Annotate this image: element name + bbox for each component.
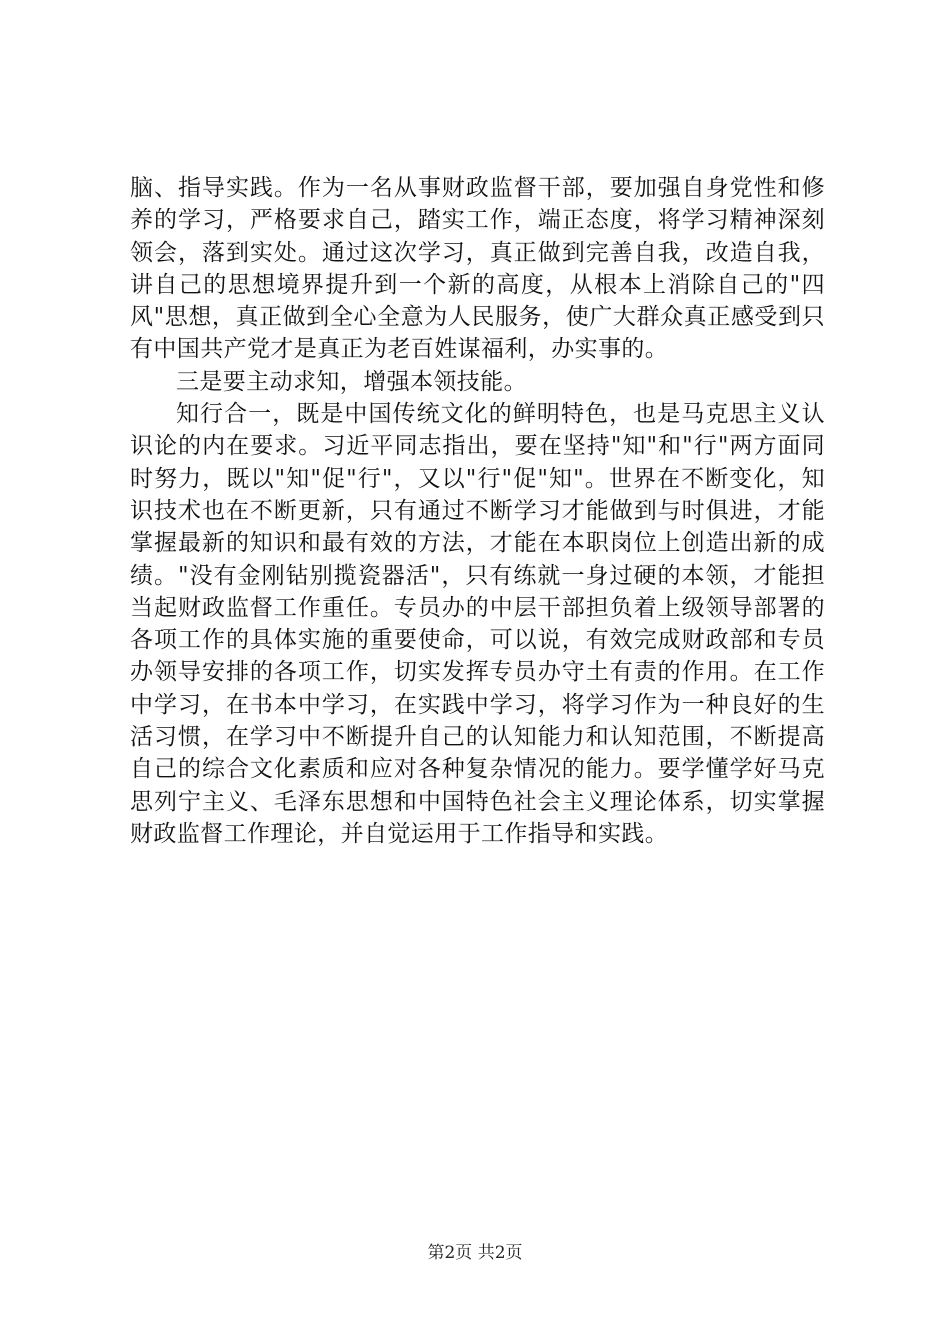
paragraph-continuation: 脑、指导实践。作为一名从事财政监督干部，要加强自身党性和修养的学习，严格要求自己，踏实工作，端正态度，将学习精神深刻领会，落到实处。通过这次学习，真正做到完善自我，改造自我，讲自己的思想境界提升到一个新的高度，从根本上消除自己的"四风"思想，真正做到全心全意为人民服务，使广大群众真正感受到只有中国共产党才是真正为老百姓谋福利，办实事的。 (130, 175, 825, 363)
page-footer: 第2页 共2页 (427, 1243, 523, 1263)
paragraph-body: 知行合一，既是中国传统文化的鲜明特色，也是马克思主义认识论的内在要求。习近平同志指出，要在坚持"知"和"行"两方面同时努力，既以"知"促"行"，又以"行"促"知"。世界在不断变化，知识技术也在不断更新，只有通过不断学习才能做到与时俱进，才能掌握最新的知识和最有效的方法，才能在本职岗位上创造出新的成绩。"没有金刚钻别揽瓷器活"，只有练就一身过硬的本领，才能担当起财政监督工作重任。专员办的中层干部担负着上级领导部署的各项工作的具体实施的重要使命，可以说，有效完成财政部和专员办领导安排的各项工作，切实发挥专员办守土有责的作用。在工作中学习，在书本中学习，在实践中学习，将学习作为一种良好的生活习惯，在学习中不断提升自己的认知能力和认知范围，不断提高自己的综合文化素质和应对各种复杂情况的能力。要学懂学好马克思列宁主义、毛泽东思想和中国特色社会主义理论体系，切实掌握财政监督工作理论，并自觉运用于工作指导和实践。 (130, 401, 825, 847)
document-body (130, 172, 825, 850)
paragraph-heading-point-three: 三是要主动求知，增强本领技能。 (176, 368, 527, 395)
